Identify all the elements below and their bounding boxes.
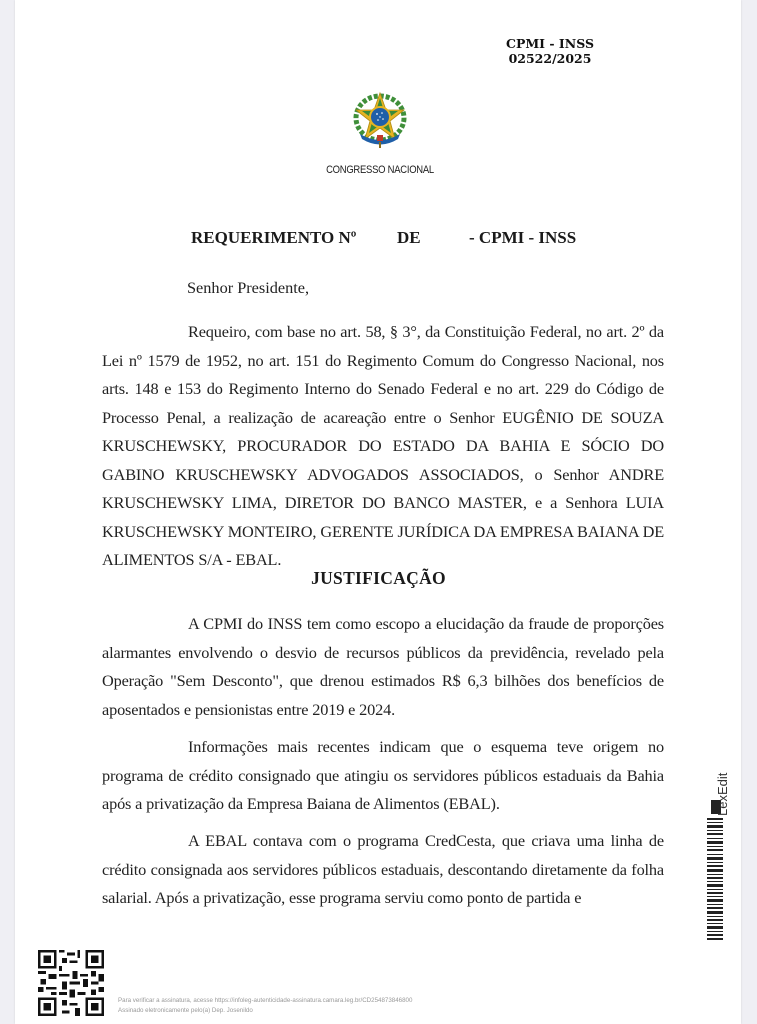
request-title-number-label: REQUERIMENTO Nº xyxy=(191,228,357,247)
doc-id-line1: CPMI - INSS xyxy=(506,36,594,51)
signed-by-line: Assinado eletronicamente pelo(a) Dep. Josenildo xyxy=(118,1007,253,1014)
justification-title: JUSTIFICAÇÃO xyxy=(311,568,446,588)
doc-id-line2: 02522/2025 xyxy=(508,51,592,66)
brazil-coat-of-arms-icon xyxy=(352,90,408,152)
justification-paragraph: A CPMI do INSS tem como escopo a elucidação da fraude de proporções alarmantes envolvendo o desvio de recursos públicos da previdência, revelado pela Operação "Sem Desconto", que drenou estimados R$ 6,3 bilhões dos benefícios de aposentados e pensionistas entre 2019 e 2024. xyxy=(102,614,664,719)
justification-body-1 xyxy=(102,610,664,724)
lexedit-stamp xyxy=(711,770,733,830)
document-id xyxy=(480,36,620,66)
organization-name: CONGRESSO NACIONAL xyxy=(326,164,434,176)
lexedit-brand: LexEdit xyxy=(715,772,730,816)
verify-signature-line[interactable]: Para verificar a assinatura, acesse https://infoleg-autenticidade-assinatura.camara.leg.br/CD254873846800 xyxy=(118,997,413,1004)
justification-body-3 xyxy=(102,827,664,913)
request-title-committee: - CPMI - INSS xyxy=(469,228,577,247)
justification-paragraph: A EBAL contava com o programa CredCesta, que criava uma linha de crédito consignada aos servidores públicos estaduais, descontando diretamente da folha salarial. Após a privatização, esse programa serviu como ponto de partida e xyxy=(102,831,664,907)
salutation: Senhor Presidente, xyxy=(187,278,310,297)
request-paragraph: Requeiro, com base no art. 58, § 3°, da Constituição Federal, no art. 2º da Lei nº 1579 de 1952, no art. 151 do Regimento Comum do Congresso Nacional, nos arts. 148 e 153 do Regimento Interno do Senado Federal e no art. 229 do Código de Processo Penal, a realização de acareação entre o Senhor EUGÊNIO DE SOUZA KRUSCHEWSKY, PROCURADOR DO ESTADO DA BAHIA E SÓCIO DO GABINO KRUSCHEWSKY ADVOGADOS ASSOCIADOS, o Senhor ANDRE KRUSCHEWSKY LIMA, DIRETOR DO BANCO MASTER, e a Senhora LUIA KRUSCHEWSKY MONTEIRO, GERENTE JURÍDICA DA EMPRESA BAIANA DE ALIMENTOS S/A - EBAL. xyxy=(102,322,664,569)
request-title-de: DE xyxy=(397,228,421,247)
justification-paragraph: Informações mais recentes indicam que o esquema teve origem no programa de crédito consignado que atingiu os servidores públicos estaduais da Bahia após a privatização da Empresa Baiana de Alimentos (EBAL). xyxy=(102,737,664,813)
signature-verification-note xyxy=(118,996,412,1016)
request-body xyxy=(102,318,664,575)
justification-body-2 xyxy=(102,733,664,819)
qr-code-icon[interactable] xyxy=(38,950,104,1016)
